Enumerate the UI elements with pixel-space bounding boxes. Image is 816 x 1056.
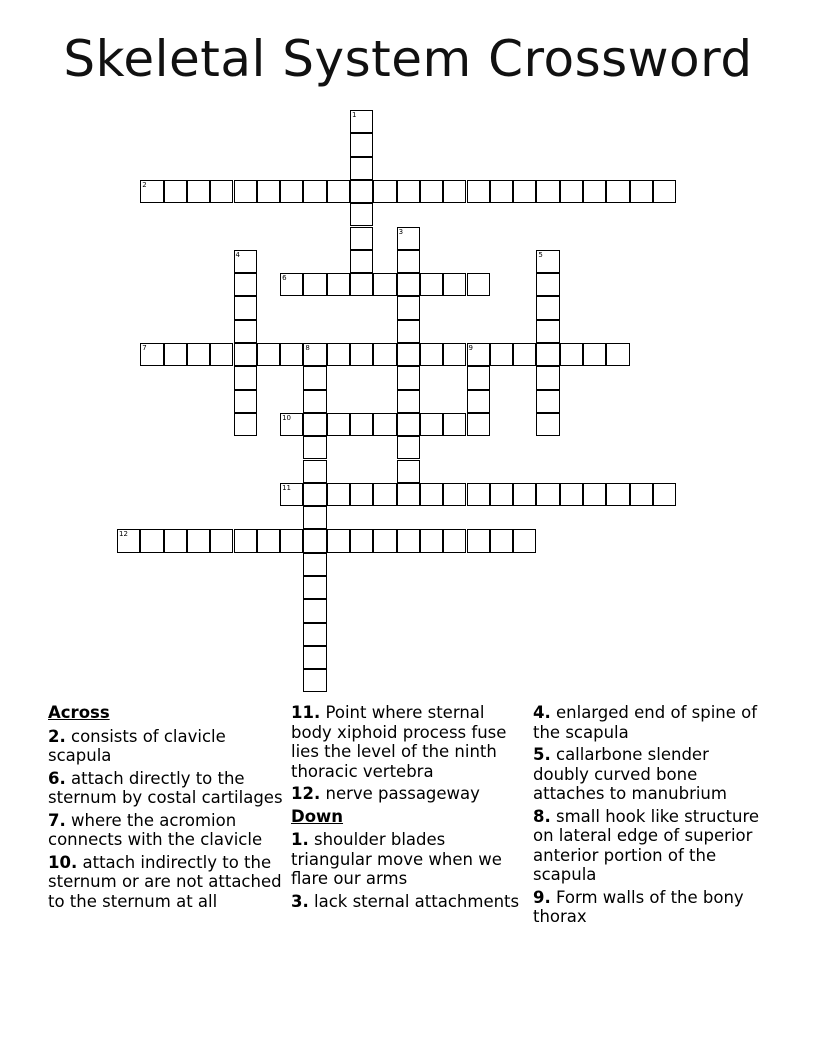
grid-cell[interactable] [443, 180, 466, 203]
grid-cell[interactable] [467, 413, 490, 436]
grid-cell[interactable] [234, 529, 257, 552]
grid-cell[interactable] [513, 180, 536, 203]
grid-cell[interactable] [490, 343, 513, 366]
grid-cell[interactable] [140, 529, 163, 552]
grid-cell[interactable] [350, 273, 373, 296]
grid-cell[interactable] [373, 343, 396, 366]
grid-cell[interactable] [560, 180, 583, 203]
grid-cell[interactable] [303, 623, 326, 646]
clue-column-1 [48, 703, 288, 914]
grid-cell[interactable] [467, 390, 490, 413]
grid-cell[interactable] [303, 483, 326, 506]
grid-cell[interactable] [536, 343, 559, 366]
grid-cell[interactable] [583, 483, 606, 506]
clue-number: 11 [282, 483, 292, 492]
grid-cell[interactable] [467, 529, 490, 552]
clue-number: 8 [305, 344, 310, 352]
grid-cell[interactable] [350, 180, 373, 203]
clue-number: 5 [538, 250, 543, 259]
grid-cell[interactable] [467, 366, 490, 389]
grid-cell[interactable] [234, 413, 257, 436]
clue-number: 6 [282, 274, 287, 283]
across-heading: Across [48, 703, 110, 722]
grid-cell[interactable] [606, 343, 629, 366]
grid-cell[interactable] [303, 599, 326, 622]
grid-cell[interactable] [513, 529, 536, 552]
grid-cell[interactable] [397, 273, 420, 296]
grid-cell[interactable] [443, 483, 466, 506]
grid-cell[interactable] [397, 343, 420, 366]
grid-cell[interactable] [280, 180, 303, 203]
grid-cell[interactable] [327, 273, 350, 296]
grid-cell[interactable] [397, 180, 420, 203]
grid-cell[interactable] [187, 343, 210, 366]
grid-cell[interactable] [653, 483, 676, 506]
grid-cell[interactable] [257, 180, 280, 203]
grid-cell[interactable] [420, 180, 443, 203]
grid-cell[interactable] [467, 273, 490, 296]
grid-cell[interactable] [420, 343, 443, 366]
grid-cell[interactable] [234, 180, 257, 203]
grid-cell[interactable] [234, 296, 257, 319]
clue-column-2 [291, 703, 526, 914]
grid-cell[interactable] [467, 483, 490, 506]
grid-cell[interactable] [303, 180, 326, 203]
clue-number: 3 [398, 227, 404, 236]
grid-cell[interactable] [303, 646, 326, 669]
grid-cell[interactable] [350, 203, 373, 226]
grid-cell[interactable] [373, 413, 396, 436]
grid-cell[interactable] [327, 413, 350, 436]
grid-cell[interactable] [630, 180, 653, 203]
grid-cell[interactable] [373, 483, 396, 506]
grid-cell[interactable] [280, 413, 303, 436]
grid-cell[interactable] [513, 483, 536, 506]
grid-cell[interactable] [350, 110, 373, 133]
grid-cell[interactable] [420, 273, 443, 296]
grid-cell[interactable] [234, 390, 257, 413]
clue-number: 1 [352, 111, 357, 119]
grid-cell[interactable] [443, 343, 466, 366]
grid-cell[interactable] [536, 180, 559, 203]
clue-down-3: 3. lack sternal attachments [291, 891, 520, 911]
grid-cell[interactable] [303, 553, 326, 576]
grid-cell[interactable] [164, 343, 187, 366]
grid-cell[interactable] [490, 180, 513, 203]
grid-cell[interactable] [420, 529, 443, 552]
clue-across-12: 12. nerve passageway [291, 784, 480, 803]
grid-cell[interactable] [327, 180, 350, 203]
grid-cell[interactable] [653, 180, 676, 203]
grid-cell[interactable] [303, 390, 326, 413]
grid-cell[interactable] [443, 273, 466, 296]
grid-cell[interactable] [536, 483, 559, 506]
grid-cell[interactable] [164, 180, 187, 203]
grid-cell[interactable] [350, 227, 373, 250]
grid-cell[interactable] [303, 413, 326, 436]
grid-cell[interactable] [303, 366, 326, 389]
grid-cell[interactable] [606, 483, 629, 506]
grid-cell[interactable] [397, 390, 420, 413]
grid-cell[interactable] [443, 529, 466, 552]
grid-cell[interactable] [606, 180, 629, 203]
clue-across-11: 11. Point where sternal body xiphoid process fuse lies the level of the ninth thoracic vertebra [291, 703, 507, 781]
grid-cell[interactable] [187, 180, 210, 203]
grid-cell[interactable] [560, 343, 583, 366]
grid-cell[interactable] [420, 413, 443, 436]
grid-cell[interactable] [303, 576, 326, 599]
grid-cell[interactable] [443, 413, 466, 436]
grid-cell[interactable] [397, 436, 420, 459]
clue-across-7: 7. where the acromion connects with the clavicle [48, 810, 263, 849]
grid-cell[interactable] [350, 529, 373, 552]
grid-cell[interactable] [303, 506, 326, 529]
grid-cell[interactable] [583, 180, 606, 203]
grid-cell[interactable] [303, 669, 326, 692]
grid-cell[interactable] [536, 413, 559, 436]
grid-cell[interactable] [467, 343, 490, 366]
grid-cell[interactable] [210, 529, 233, 552]
grid-cell[interactable] [583, 343, 606, 366]
grid-cell[interactable] [280, 273, 303, 296]
grid-cell[interactable] [350, 413, 373, 436]
grid-cell[interactable] [234, 343, 257, 366]
grid-cell[interactable] [350, 343, 373, 366]
grid-cell[interactable] [397, 366, 420, 389]
grid-cell[interactable] [560, 483, 583, 506]
grid-cell[interactable] [350, 250, 373, 273]
grid-cell[interactable] [234, 250, 257, 273]
grid-cell[interactable] [140, 343, 163, 366]
grid-cell[interactable] [234, 320, 257, 343]
grid-cell[interactable] [187, 529, 210, 552]
grid-cell[interactable] [467, 180, 490, 203]
grid-cell[interactable] [280, 483, 303, 506]
grid-cell[interactable] [536, 273, 559, 296]
grid-cell[interactable] [420, 483, 443, 506]
grid-cell[interactable] [350, 483, 373, 506]
down-heading: Down [291, 806, 344, 826]
grid-cell[interactable] [513, 343, 536, 366]
clue-down-5: 5. callarbone slender doubly curved bone attaches to manubrium [533, 745, 727, 803]
grid-cell[interactable] [490, 483, 513, 506]
clue-number: 2 [142, 180, 147, 189]
grid-cell[interactable] [373, 180, 396, 203]
grid-cell[interactable] [303, 343, 326, 366]
grid-cell[interactable] [536, 366, 559, 389]
page-title: Skeletal System Crossword [63, 30, 753, 88]
grid-cell[interactable] [280, 529, 303, 552]
grid-cell[interactable] [303, 273, 326, 296]
grid-cell[interactable] [210, 180, 233, 203]
grid-cell[interactable] [397, 483, 420, 506]
clue-number: 12 [119, 530, 128, 539]
grid-cell[interactable] [350, 133, 373, 156]
grid-cell[interactable] [397, 296, 420, 319]
grid-cell[interactable] [397, 227, 420, 250]
clue-across-6: 6. attach directly to the sternum by costal cartilages [48, 768, 283, 807]
grid-cell[interactable] [373, 529, 396, 552]
grid-cell[interactable] [397, 529, 420, 552]
grid-cell[interactable] [117, 529, 140, 552]
grid-cell[interactable] [257, 529, 280, 552]
grid-cell[interactable] [327, 483, 350, 506]
clue-down-4: 4. enlarged end of spine of the scapula [533, 703, 758, 742]
grid-cell[interactable] [303, 460, 326, 483]
grid-cell[interactable] [350, 157, 373, 180]
grid-cell[interactable] [630, 483, 653, 506]
grid-cell[interactable] [210, 343, 233, 366]
grid-cell[interactable] [536, 390, 559, 413]
clue-number: 7 [142, 344, 147, 352]
grid-cell[interactable] [536, 320, 559, 343]
grid-cell[interactable] [327, 343, 350, 366]
grid-cell[interactable] [536, 296, 559, 319]
clue-column-3 [533, 703, 763, 930]
grid-cell[interactable] [140, 180, 163, 203]
clue-down-8: 8. small hook like structure on lateral edge of superior anterior portion of the scapula [533, 806, 760, 884]
grid-cell[interactable] [373, 273, 396, 296]
grid-cell[interactable] [257, 343, 280, 366]
clue-number: 4 [235, 250, 240, 259]
clue-across-2: 2. consists of clavicle scapula [48, 726, 226, 765]
grid-cell[interactable] [536, 250, 559, 273]
grid-cell[interactable] [303, 529, 326, 552]
grid-cell[interactable] [397, 250, 420, 273]
grid-cell[interactable] [164, 529, 187, 552]
grid-cell[interactable] [234, 273, 257, 296]
grid-cell[interactable] [327, 529, 350, 552]
clue-down-9: 9. Form walls of the bony thorax [533, 887, 744, 926]
clue-number: 10 [282, 413, 292, 422]
grid-cell[interactable] [280, 343, 303, 366]
grid-cell[interactable] [303, 436, 326, 459]
grid-cell[interactable] [397, 320, 420, 343]
grid-cell[interactable] [490, 529, 513, 552]
grid-cell[interactable] [234, 366, 257, 389]
clue-across-10: 10. attach indirectly to the sternum or are not attached to the sternum at all [48, 852, 282, 911]
grid-cell[interactable] [397, 460, 420, 483]
grid-cell[interactable] [397, 413, 420, 436]
clue-down-1: 1. shoulder blades triangular move when we flare our arms [291, 830, 502, 888]
clue-number: 9 [468, 344, 473, 352]
